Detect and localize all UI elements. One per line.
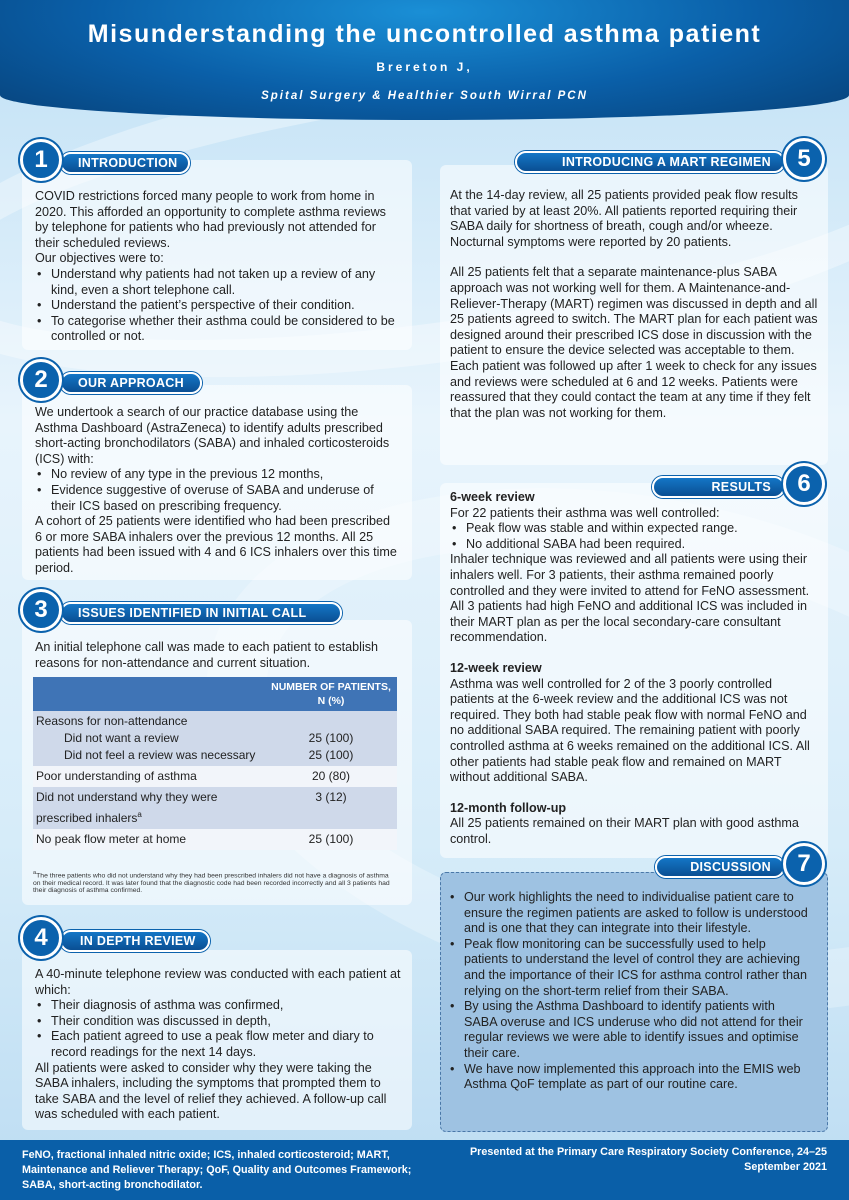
approach-text (35, 405, 400, 577)
list-item: • Peak flow monitoring can be successfully used to help patients to understand the level of control they are achieving and the importance of their ICS for asthma control rather than relying on the short-term relief from their SABA. (448, 937, 810, 999)
mart-paragraph: All 25 patients felt that a separate maintenance-plus SABA approach was not working well for them. A Maintenance-and-Reliever-Therapy (MART) regimen was discussed in depth and all 25 patients agreed to switch. The MART plan for each patient was designed around their prescribed ICS dose in discussion with the patient to ensure the device selected was acceptable to them. Each patient was followed up after 1 week to check for any issues and reviews were scheduled at 6 and 12 weeks. Patients were reassured that they could contact the team at any time if they felt that the plan was not working for them. (450, 265, 818, 420)
table-header-empty (33, 677, 265, 711)
list-item: • Evidence suggestive of overuse of SABA and underuse of their ICS based on prescribing frequency. (35, 483, 400, 514)
results-heading: 12-week review (450, 660, 542, 675)
conference-note: Presented at the Primary Care Respiratory Society Conference, 24–25 September 2021 (469, 1146, 827, 1173)
list-item: • We have now implemented this approach into the EMIS web Asthma QoF template as part of our routine care. (448, 1062, 810, 1093)
row-label: No peak flow meter at home (33, 829, 265, 850)
table-column-header: NUMBER OF PATIENTS, N (%) (265, 677, 397, 711)
list-item: • Each patient agreed to use a peak flow meter and diary to record readings for the next 14 days. (35, 1029, 403, 1060)
results-paragraph: All 25 patients remained on their MART plan with good asthma control. (450, 816, 799, 846)
discussion-list (448, 890, 810, 1093)
section-5-number: 5 (783, 138, 825, 180)
section-4-title: IN DEPTH REVIEW (60, 930, 210, 952)
review-list (35, 998, 403, 1060)
results-heading (450, 801, 818, 817)
results-heading (450, 661, 818, 677)
table-footnote (33, 870, 397, 895)
section-3-number: 3 (20, 589, 62, 631)
results-paragraph: For 22 patients their asthma was well controlled: (450, 505, 720, 520)
section-6-title: RESULTS (652, 476, 785, 498)
review-text (35, 967, 403, 1123)
cohort-paragraph: A cohort of 25 patients were identified who had been prescribed 6 or more SABA inhalers over the previous 12 months. All 25 patients had been issued with 4 and 6 ICS inhalers over this time period. (35, 514, 397, 575)
row-value: 25 (100) (308, 731, 354, 745)
section-5-title: INTRODUCING A MART REGIMEN (515, 151, 785, 173)
row-label: Poor understanding of asthma (33, 766, 265, 787)
results-paragraph: Asthma was well controlled for 2 of the 3 poorly controlled patients at the 6-week review and the additional ICS was not required. They both had stable peak flow with normal FeNO and no additional SABA required. The remaining patient with poorly controlled asthma at 6 weeks remained on the additional ICS. All other patients had stable peak flow and remained on MART without additional SABA. (450, 676, 810, 785)
list-item: • To categorise whether their asthma could be considered to be controlled or not. (35, 314, 400, 345)
row-value: 25 (100) (308, 748, 354, 762)
list-item: • Their diagnosis of asthma was confirmed, (35, 998, 403, 1014)
issues-text (35, 640, 400, 671)
table-row (33, 829, 397, 850)
objectives-list (35, 267, 400, 345)
author: Brereton J, (376, 60, 473, 74)
list-item: • Peak flow was stable and within expected range. (450, 521, 818, 537)
table-cell (33, 711, 265, 766)
list-item: • Understand why patients had not taken up a review of any kind, even a short telephone call. (35, 267, 400, 298)
section-6-number: 6 (783, 463, 825, 505)
table-row (33, 711, 397, 766)
row-value: 25 (100) (265, 829, 397, 850)
affiliation: Spital Surgery & Healthier South Wirral PCN (261, 90, 588, 102)
mart-text (450, 188, 818, 421)
results-text (450, 490, 818, 847)
intro-paragraph: COVID restrictions forced many people to work from home in 2020. This afforded an opportunity to complete asthma reviews by telephone for patients who had previously not attended for their scheduled reviews. (35, 189, 386, 250)
list-item: • Understand the patient’s perspective of their condition. (35, 298, 400, 314)
section-7-title: DISCUSSION (655, 856, 785, 878)
row-label: Did not want a review (64, 731, 179, 745)
results-heading (450, 490, 818, 506)
approach-list (35, 467, 400, 514)
review-followup: All patients were asked to consider why they were taking the SABA inhalers, including the symptoms that prompted them to take SABA and the level of relief they achieved. A follow-up call was scheduled with each patient. (35, 1060, 387, 1122)
list-item: • Our work highlights the need to individualise patient care to ensure the regimen patients are asked to follow is understood and is one that they can integrate into their lifestyle. (448, 890, 810, 937)
table-row (33, 787, 397, 829)
table-cell (265, 711, 397, 766)
results-list (450, 521, 818, 552)
issues-table (33, 677, 397, 850)
footnote-marker: a (33, 870, 37, 876)
footnote-marker: a (137, 810, 142, 819)
section-3-title: ISSUES IDENTIFIED IN INITIAL CALL (60, 602, 342, 624)
introduction-text (35, 189, 400, 345)
poster-header (0, 0, 849, 120)
approach-paragraph: We undertook a search of our practice database using the Asthma Dashboard (AstraZeneca) to identify adults prescribed short-acting bronchodilators (SABA) and inhaled corticosteroids (ICS) with: (35, 405, 390, 466)
poster-footer (0, 1140, 849, 1200)
list-item: • By using the Asthma Dashboard to identify patients with SABA overuse and ICS underuse who did not attend for their regular reviews we were able to identify issues and optimise their care. (448, 999, 810, 1061)
row-value: 3 (12) (265, 787, 397, 829)
results-heading: 6-week review (450, 490, 535, 504)
poster-title: Misunderstanding the uncontrolled asthma patient (87, 20, 762, 48)
discussion-text (448, 890, 810, 1093)
row-value: 20 (80) (265, 766, 397, 787)
section-1-number: 1 (20, 139, 62, 181)
footnote-text: The three patients who did not understand why they had been prescribed inhalers did not have a diagnosis of asthma on their medical record. It was later found that the diagnostic code had been recorded incorrectly and all 3 patients had their diagnosis of asthma confirmed. (33, 872, 390, 895)
section-7-number: 7 (783, 843, 825, 885)
table-row (33, 766, 397, 787)
section-2-title: OUR APPROACH (60, 372, 202, 394)
list-item: • Their condition was discussed in depth, (35, 1014, 403, 1030)
section-4-number: 4 (20, 917, 62, 959)
section-2-number: 2 (20, 359, 62, 401)
table-cell (33, 787, 265, 829)
mart-paragraph: At the 14-day review, all 25 patients provided peak flow results that varied by at least 20%. All patients reported requiring their SABA daily for shortness of breath, cough and/or wheeze. Nocturnal symptoms were reported by 20 patients. (450, 188, 798, 249)
abbreviations: FeNO, fractional inhaled nitric oxide; ICS, inhaled corticosteroid; MART, Maintenance and Reliever Therapy; QoF, Quality and Outcomes Framework; SABA, short-acting bronchodilator. (22, 1149, 412, 1191)
row-label: Reasons for non-attendance (36, 714, 188, 728)
review-paragraph: A 40-minute telephone review was conducted with each patient at which: (35, 967, 401, 997)
list-item: • No review of any type in the previous 12 months, (35, 467, 400, 483)
list-item: • No additional SABA had been required. (450, 537, 818, 553)
row-label: Did not understand why they were prescribed inhalers (36, 790, 218, 825)
results-paragraph: Inhaler technique was reviewed and all patients were using their inhalers well. For 3 patients, their asthma remained poorly controlled and they were invited to attend for FeNO assessment. All 3 patients had high FeNO and additional ICS was included in their MART plan as per the local secondary-care consultant recommendation. (450, 552, 810, 645)
row-label: Did not feel a review was necessary (64, 748, 256, 762)
intro-objectives: Our objectives were to: (35, 251, 164, 266)
section-1-title: INTRODUCTION (60, 152, 190, 174)
results-heading: 12-month follow-up (450, 800, 567, 815)
issues-paragraph: An initial telephone call was made to each patient to establish reasons for non-attendance and current situation. (35, 640, 379, 670)
